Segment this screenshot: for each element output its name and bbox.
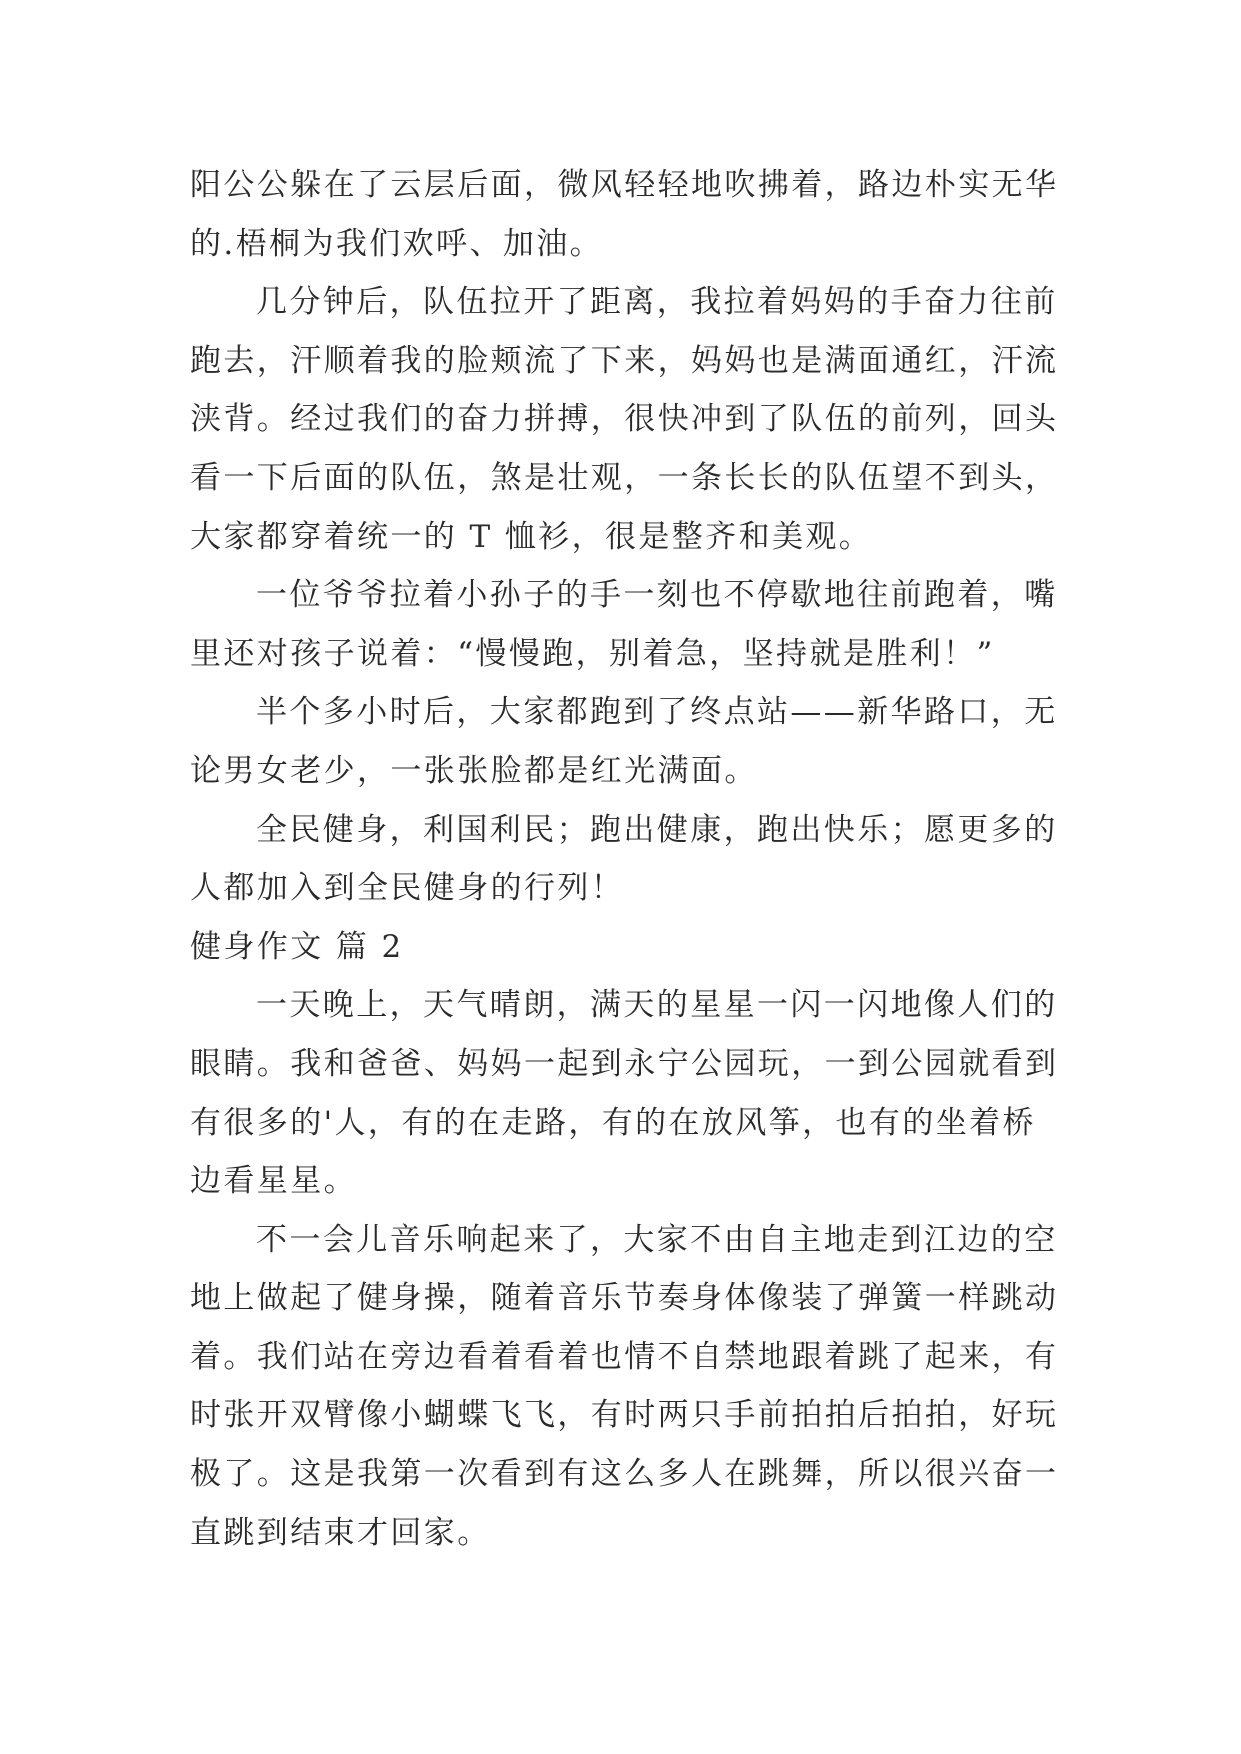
text-line: 时张开双臂像小蝴蝶飞飞，有时两只手前拍拍后拍拍，好玩 bbox=[190, 1397, 1059, 1434]
paragraph bbox=[190, 156, 1059, 273]
section-heading bbox=[190, 918, 1056, 977]
paragraph bbox=[190, 801, 1056, 918]
text-line: 边看星星。 bbox=[190, 1163, 357, 1200]
text-line: 不一会儿音乐响起来了，大家不由自主地走到江边的空 bbox=[256, 1221, 1058, 1258]
paragraph bbox=[190, 566, 1056, 683]
text-line: 的.梧桐为我们欢呼、加油。 bbox=[190, 225, 604, 262]
text-line: 地上做起了健身操，随着音乐节奏身体像装了弹簧一样跳动 bbox=[190, 1280, 1059, 1317]
text-line: 阳公公躲在了云层后面，微风轻轻地吹拂着，路边朴实无华 bbox=[190, 167, 1059, 203]
paragraph bbox=[190, 976, 1059, 1210]
text-line: 极了。这是我第一次看到有这么多人在跳舞，所以很兴奋一 bbox=[190, 1456, 1059, 1493]
text-line: 半个多小时后，大家都跑到了终点站——新华路口，无 bbox=[256, 694, 1058, 731]
paragraph bbox=[190, 1211, 1059, 1563]
text-line: 有很多的'人，有的在走路，有的在放风筝，也有的坐着桥 bbox=[190, 1104, 1036, 1141]
text-line: 健身作文 篇 2 bbox=[190, 928, 404, 965]
text-line: 直跳到结束才回家。 bbox=[190, 1514, 491, 1551]
text-line: 论男女老少，一张张脸都是红光满面。 bbox=[190, 752, 758, 789]
text-line: 全民健身，利国利民；跑出健康，跑出快乐；愿更多的 bbox=[256, 811, 1058, 848]
text-line: 大家都穿着统一的 T 恤衫，很是整齐和美观。 bbox=[190, 518, 873, 555]
text-line: 里还对孩子说着：“慢慢跑，别着急，坚持就是胜利！” bbox=[190, 635, 995, 672]
paragraph bbox=[190, 683, 1056, 800]
text-line: 一位爷爷拉着小孙子的手一刻也不停歇地往前跑着，嘴 bbox=[256, 577, 1058, 614]
text-line: 几分钟后，队伍拉开了距离，我拉着妈妈的手奋力往前 bbox=[256, 284, 1058, 321]
text-line: 一天晚上，天气晴朗，满天的星星一闪一闪地像人们的 bbox=[256, 987, 1058, 1024]
paragraph bbox=[190, 273, 1059, 566]
text-line: 着。我们站在旁边看着看着也情不自禁地跟着跳了起来，有 bbox=[190, 1338, 1059, 1375]
document-body bbox=[190, 156, 1059, 1562]
text-line: 跑去，汗顺着我的脸颊流了下来，妈妈也是满面通红，汗流 bbox=[190, 342, 1059, 379]
text-line: 浃背。经过我们的奋力拼搏，很快冲到了队伍的前列，回头 bbox=[190, 401, 1059, 438]
text-line: 人都加入到全民健身的行列！ bbox=[190, 870, 625, 907]
text-line: 看一下后面的队伍，煞是壮观，一条长长的队伍望不到头， bbox=[190, 459, 1059, 496]
text-line: 眼睛。我和爸爸、妈妈一起到永宁公园玩，一到公园就看到 bbox=[190, 1045, 1059, 1082]
